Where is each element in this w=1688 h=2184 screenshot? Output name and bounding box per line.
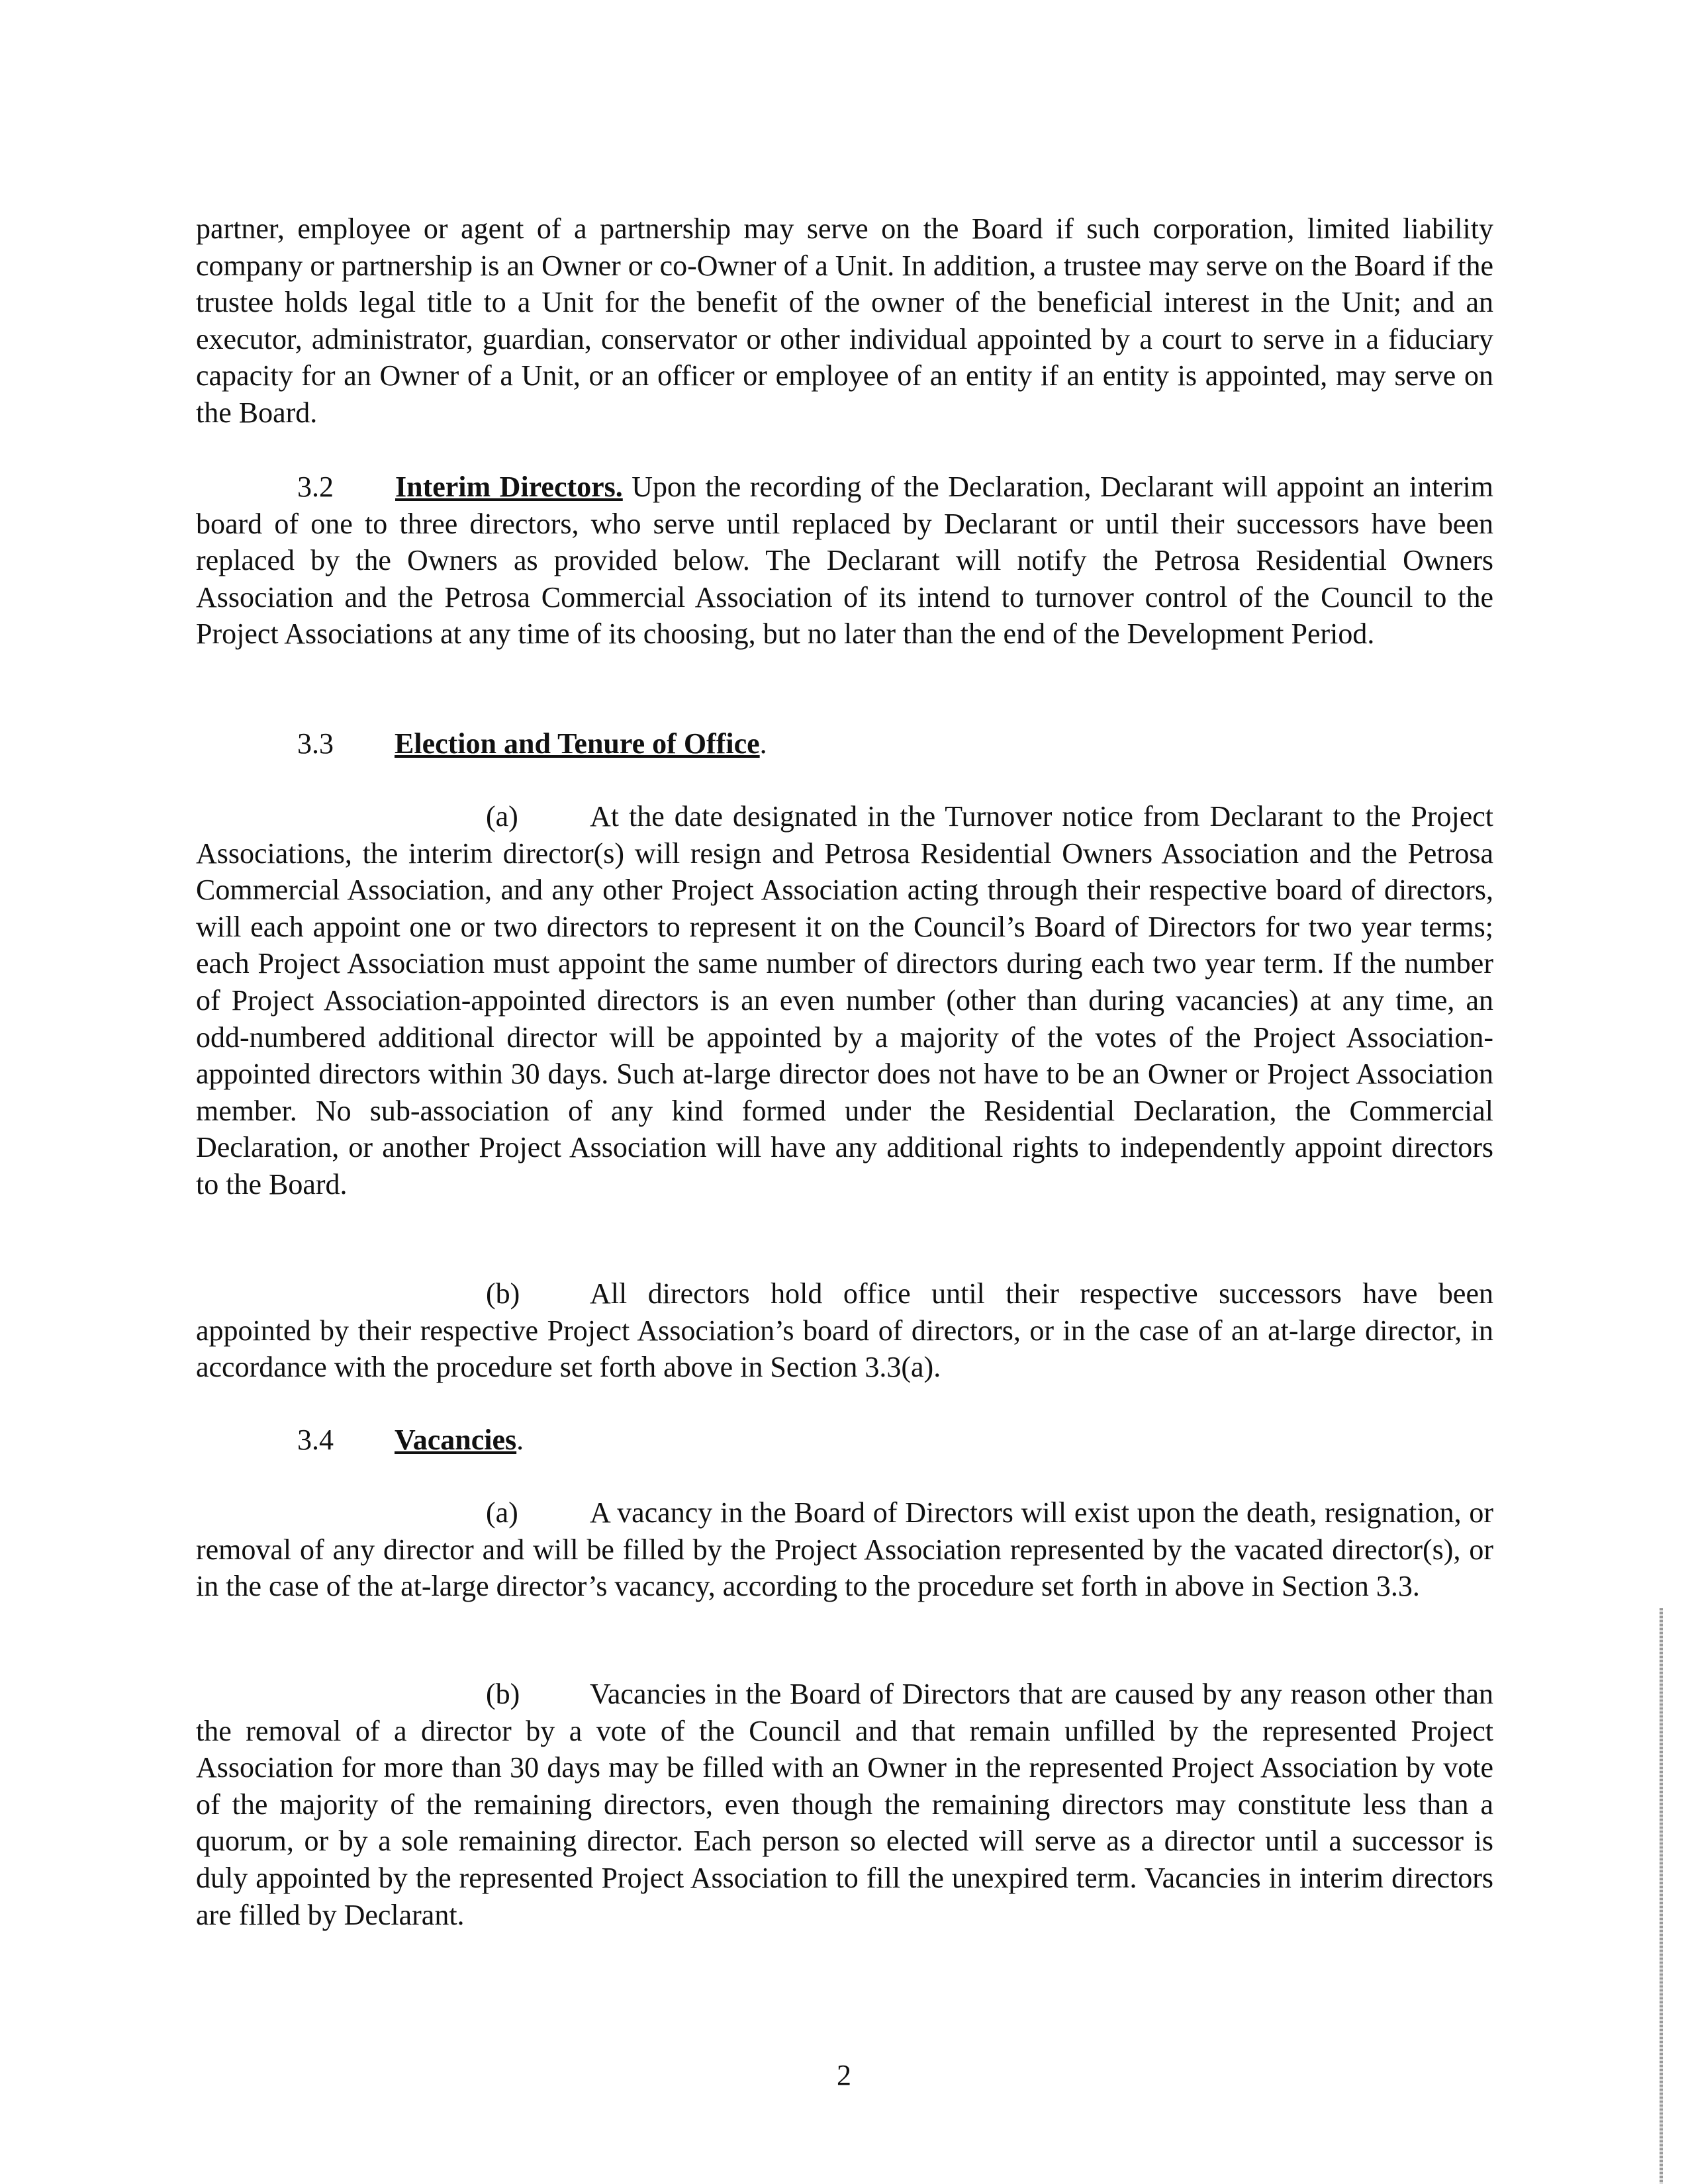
section-3-2-paragraph	[196, 469, 1493, 653]
section-3-3-b-label: (b)	[486, 1277, 520, 1310]
section-3-2-body: Upon the recording of the Declaration, Declarant will appoint an interim board of one to three directors, who serve until replaced by Declarant or until their successors have been replaced by the Owners as provided below. The Declarant will notify the Petrosa Residential Owners Association and the Petrosa Commercial Association of its intend to turnover control of the Council to the Project Associations at any time of its choosing, but no later than the end of the Development Period.	[196, 471, 1494, 651]
section-3-4-a-label: (a)	[486, 1496, 518, 1529]
section-3-4-title-suffix: .	[516, 1424, 524, 1456]
section-3-4-b	[196, 1676, 1493, 1933]
section-3-2-number: 3.2	[297, 471, 334, 503]
section-3-4-heading	[297, 1422, 524, 1459]
section-3-3-heading	[297, 725, 767, 762]
section-3-3-a-body: At the date designated in the Turnover notice from Declarant to the Project Associations, the interim director(s) will resign and Petrosa Residential Owners Association and the Petrosa Commercial Association, and any other Project Association acting through their respective board of directors, will each appoint one or two directors to represent it on the Council’s Board of Directors for two year terms; each Project Association must appoint the same number of directors during each two year term. If the number of Project Association-appointed directors is an even number (other than during vacancies) at any time, an odd-numbered additional director will be appointed by a majority of the votes of the Project Association-appointed directors within 30 days. Such at-large director does not have to be an Owner or Project Association member. No sub-association of any kind formed under the Residential Declaration, the Commercial Declaration, or another Project Association will have any additional rights to independently appoint directors to the Board.	[196, 800, 1493, 1201]
scan-edge-artifact	[1660, 1608, 1663, 2184]
section-3-4-a	[196, 1494, 1493, 1605]
section-3-3-a	[196, 798, 1493, 1203]
section-3-4-number: 3.4	[297, 1424, 334, 1456]
section-3-3-a-paragraph	[196, 798, 1493, 1203]
section-3-3-a-label: (a)	[486, 800, 518, 833]
section-3-4-b-body: Vacancies in the Board of Directors that are caused by any reason other than the removal of a director by a vote of the Council and that remain unfilled by the represented Project Association for more than 30 days may be filled with an Owner in the represented Project Association by vote of the majority of the remaining directors, even though the remaining directors may constitute less than a quorum, or by a sole remaining director. Each person so elected will serve as a director until a successor is duly appointed by the represented Project Association to fill the unexpired term. Vacancies in interim directors are filled by Declarant.	[196, 1678, 1493, 1931]
section-3-3-title-suffix: .	[759, 727, 767, 760]
intro-paragraph	[196, 210, 1493, 432]
page-number: 2	[837, 2059, 851, 2091]
section-3-3-b-paragraph	[196, 1275, 1493, 1386]
intro-paragraph-text: partner, employee or agent of a partnership may serve on the Board if such corporation, limited liability company or partnership is an Owner or co-Owner of a Unit. In addition, a trustee may serve on the Board if the trustee holds legal title to a Unit for the benefit of the owner of the beneficial interest in the Unit; and an executor, administrator, guardian, conservator or other individual appointed by a court to serve in a fiduciary capacity for an Owner of a Unit, or an officer or employee of an entity if an entity is appointed, may serve on the Board.	[196, 212, 1493, 429]
section-3-4-b-paragraph	[196, 1676, 1493, 1933]
section-3-4-a-body: A vacancy in the Board of Directors will exist upon the death, resignation, or removal of any director and will be filled by the Project Association represented by the vacated director(s), or in the case of the at-large director’s vacancy, according to the procedure set forth in above in Section 3.3.	[196, 1496, 1493, 1603]
section-3-4-a-paragraph	[196, 1494, 1493, 1605]
section-3-3-number: 3.3	[297, 727, 334, 760]
section-3-2	[196, 469, 1493, 653]
section-3-2-title: Interim Directors.	[395, 471, 623, 503]
section-3-3-title: Election and Tenure of Office	[395, 727, 760, 760]
section-3-4-b-label: (b)	[486, 1678, 520, 1710]
section-3-4-title: Vacancies	[395, 1424, 517, 1456]
section-3-3-b	[196, 1275, 1493, 1386]
section-3-3-b-body: All directors hold office until their respective successors have been appointed by their respective Project Association’s board of directors, or in the case of an at-large director, in accordance with the procedure set forth above in Section 3.3(a).	[196, 1277, 1493, 1384]
